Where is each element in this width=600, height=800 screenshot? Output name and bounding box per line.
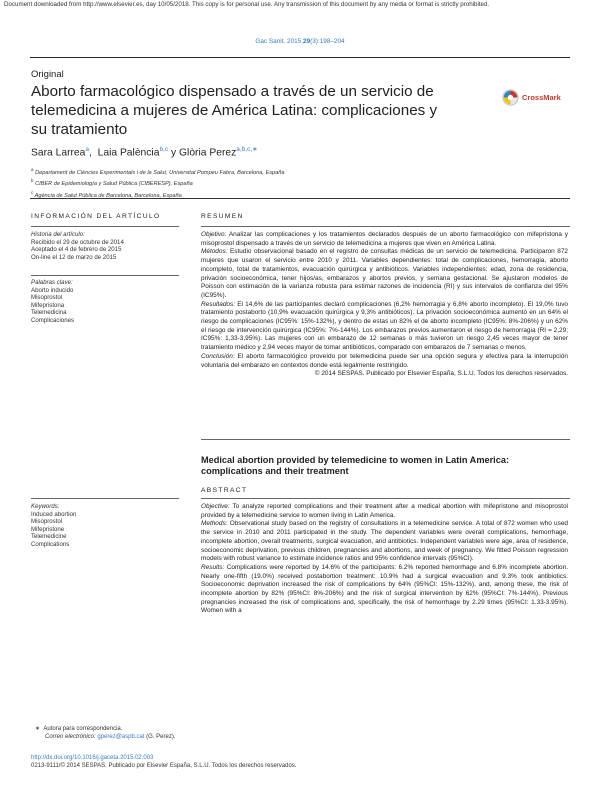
email-label: Correo electrónico: — [45, 734, 96, 740]
header-rule — [30, 57, 570, 58]
divider — [201, 498, 570, 499]
corresponding-footnote — [31, 725, 451, 741]
resumen-metodos — [201, 248, 568, 300]
affiliation-text: Departament de Ciències Experimentals i de la Salut, Universitat Pompeu Fabra, Barcelona, España — [35, 169, 285, 176]
abstract-results — [201, 564, 568, 616]
objective-text: To analyze reported complications and their treatment after a medical abortion with mifepristone and misoprostol provided by a telemedicine service to women living in Latin America. — [201, 503, 568, 519]
english-title: Medical abortion provided by telemedicine to women in Latin America: complications and their treatment — [201, 455, 510, 476]
history-accepted: Aceptado el 4 de febrero de 2015 — [31, 246, 122, 254]
affiliation-marker: b — [31, 178, 34, 184]
resultados-label: Resultados: — [201, 300, 235, 308]
abstract-body — [201, 503, 568, 695]
issn-line: 0213-9111/© 2014 SESPAS. Publicado por Elsevier España, S.L.U. Todos los derechos reservados. — [31, 763, 297, 769]
keyword: Complicaciones — [31, 316, 75, 324]
doi-link[interactable]: http://dx.doi.org/10.1016/j.gaceta.2015.02.003 — [31, 755, 154, 761]
author-affiliation-marker[interactable]: a,b,c,∗ — [236, 146, 258, 153]
keywords-label: Palabras clave: — [31, 279, 73, 286]
crossmark-icon — [502, 89, 519, 106]
author-affiliation-marker[interactable]: b,c — [159, 146, 169, 153]
journal-pages: :198–204 — [317, 38, 345, 45]
affiliation — [31, 166, 451, 177]
resumen-heading: RESUMEN — [201, 213, 244, 220]
results-label: Results: — [201, 563, 225, 571]
divider — [201, 439, 570, 440]
resumen-objetivo — [201, 231, 568, 248]
crossmark-badge[interactable] — [502, 89, 561, 106]
corresponding-text: Autora para correspondencia. — [43, 726, 123, 732]
history-label: Historia del artículo: — [31, 231, 85, 238]
article-info-heading: INFORMACIÓN DEL ARTÍCULO — [31, 213, 161, 220]
keyword: Mifepristona — [31, 301, 65, 309]
affiliation-text: Agència de Salut Pública de Barcelona, Barcelona, España — [34, 192, 182, 199]
resumen-resultados — [201, 301, 568, 353]
resultados-text: El 14,6% de las participantes declaró complicaciones (6,2% hemorragia y 6,8% aborto incompleto). El 19,0% tuvo tratamiento postaborto (10,9% evacuación quirúrgica y 9,3% antibióticos). La privación socioeconómica aumentó en un 64% el riesgo de complicaciones (IC95%: 15%-132%), y dentro de estas un 82% el de aborto incompleto (IC95%: 8%-206%) y un 62% el riesgo de intervención quirúrgica (IC95%: 7%-144%). Los embarazos previos aumentaron el riesgo de hemorragia (RI = 2,29; IC95%: 1,33-3,95%). Las mujeres con un embarazo de 12 semanas o más tuvieron un riesgo 2,45 veces mayor de tener tratamiento médico y 2,94 veces mayor de tomar antibióticos, comparado con embarazos de 7 semanas o menos. — [201, 300, 568, 352]
divider — [31, 226, 179, 227]
journal-issue: (3) — [310, 38, 318, 45]
journal-name: Gac Sanit. — [255, 38, 286, 45]
affiliation — [31, 177, 451, 188]
resumen-body — [201, 231, 568, 379]
article-history — [31, 231, 181, 261]
keyword: Misoprostol — [31, 294, 63, 302]
affiliation-marker: c — [31, 189, 34, 195]
history-online: On-line el 12 de marzo de 2015 — [31, 253, 117, 261]
keyword: Telemedicine — [31, 533, 67, 541]
abstract-methods — [201, 520, 568, 564]
affiliation-text: CIBER de Epidemiología y Salud Pública (CIBERESP), España — [35, 181, 193, 188]
metodos-text: Estudio observacional basado en el registro de consultas médicas de un servicio de telemedicina. Participaron 872 mujeres que usaron el servicio entre 2010 y 2011. Variables dependientes: total de complicaciones, hemorragia, aborto incompleto, total de tratamientos, evacuación quirúrgica y antibióticos. Variables independientes: edad, zona de residencia, privación socioeconómica, tener hijos/as, embarazos y abortos previos, y semana gestacional. Se ajustaron modelos de Poisson con estimación de la varianza robusta para estimar razones de incidencia (RI) y sus intervalos de confianza del 95% (IC95%). — [201, 248, 568, 299]
article-type: Original — [31, 69, 64, 80]
conclusion-text: El aborto farmacológico proveído por telemedicina puede ser una opción segura y efectiva para la interrupción voluntaria del embarazo en contextos donde está legalmente restringido. — [201, 352, 568, 369]
affiliation-marker: a — [31, 167, 34, 172]
corresponding-marker: ∗ — [35, 726, 41, 732]
author-affiliation-marker[interactable]: a — [85, 146, 90, 153]
methods-text: Observational study based on the registry of consultations in a telemedicine service. A total of 872 women who used the service in 2010 and 2011 participated in the study. The dependent variables were overall complications, hemorrhage, incomplete abortion, overall treatments, surgical evacuation, and antibiotics. Independent variables were age, area of residence, socioeconomic deprivation, previous children, pregnancies and abortions, and week of pregnancy. We fitted Poisson regression models with robust variance to estimate incidence ratios and 95% confidence intervals (95%CI). — [201, 520, 568, 563]
resumen-conclusion — [201, 353, 568, 370]
keywords-label: Keywords: — [31, 503, 60, 510]
email-suffix: (G. Perez). — [146, 734, 176, 740]
journal-year: 2015; — [287, 38, 304, 45]
objetivo-text: Analizar las complicaciones y los tratamientos declarados después de un aborto farmacológico con mifepristona y misoprostol dispensado a través de un servicio de telemedicina a mujeres que viven en América Latina. — [201, 231, 569, 247]
keywords-es — [31, 279, 181, 325]
keyword: Mifepristone — [31, 525, 65, 533]
keyword: Telemedicina — [31, 309, 67, 317]
divider — [201, 226, 570, 227]
journal-volume: 29 — [303, 38, 311, 45]
divider — [31, 498, 179, 499]
email-link[interactable]: gperez@aspb.cat — [97, 734, 145, 740]
author-name[interactable]: Glòria Perez — [179, 147, 237, 159]
author-name[interactable]: Sara Larrea — [31, 147, 86, 159]
objetivo-label: Objetivo: — [201, 231, 227, 238]
keyword: Misoprostol — [31, 518, 63, 526]
keyword: Aborto inducido — [31, 286, 74, 294]
conclusion-label: Conclusión: — [201, 352, 235, 360]
abstract-heading: ABSTRACT — [201, 487, 248, 494]
metodos-label: Métodos: — [201, 248, 228, 256]
resumen-copyright: © 2014 SESPAS. Publicado por Elsevier España, S.L.U. Todos los derechos reservados. — [314, 370, 568, 378]
results-text: Complications were reported by 14.6% of the participants: 6.2% reported hemorrhage and 6.8% incomplete abortion. Nearly one-fifth (19.0%) received postabortion treatment: 10.9% had a surgical evacuation and 9.3% took antibiotics. Socioeconomic deprivation increased the risk of complications by 64% (95%CI: 15%-132%), and, among these, the risk of incomplete abortion by 82% (95%CI: 8%-206%) and the risk of surgical intervention by 62% (95%CI: 7%-144%). Previous pregnancies increased the risk of complications and, specifically, the risk of hemorrhage by 2.29 times (95%CI: 1.33-3.95%). Women with a — [201, 563, 568, 615]
author-list: Sara Larrea$^a$, Laia Palència$^{b,c}$ y Glòria Perez$^{a,b,c,∗}$ — [31, 146, 258, 159]
divider — [31, 275, 179, 276]
divider — [30, 198, 570, 199]
author-name[interactable]: Laia Palència — [97, 147, 160, 159]
keywords-en — [31, 503, 181, 549]
objective-label: Objective: — [201, 503, 230, 510]
footer-info — [31, 754, 571, 770]
history-received: Recibido el 29 de octubre de 2014 — [31, 238, 124, 246]
journal-citation[interactable] — [0, 38, 600, 45]
keyword: Complications — [31, 540, 70, 548]
affiliations — [31, 166, 451, 200]
download-notice: Document downloaded from http://www.elsevier.es, day 10/05/2018. This copy is for personal use. Any transmission of this document by any media or format is strictly prohibited. — [4, 1, 490, 8]
crossmark-label: CrossMark — [522, 93, 561, 102]
methods-label: Methods: — [201, 520, 228, 528]
author-conjunction: y — [170, 147, 177, 159]
abstract-objective — [201, 503, 568, 520]
keyword: Induced abortion — [31, 510, 77, 518]
article-title: Aborto farmacológico dispensado a través de un servicio de telemedicina a mujeres de América Latina: complicaciones y su tratamiento — [31, 83, 438, 138]
